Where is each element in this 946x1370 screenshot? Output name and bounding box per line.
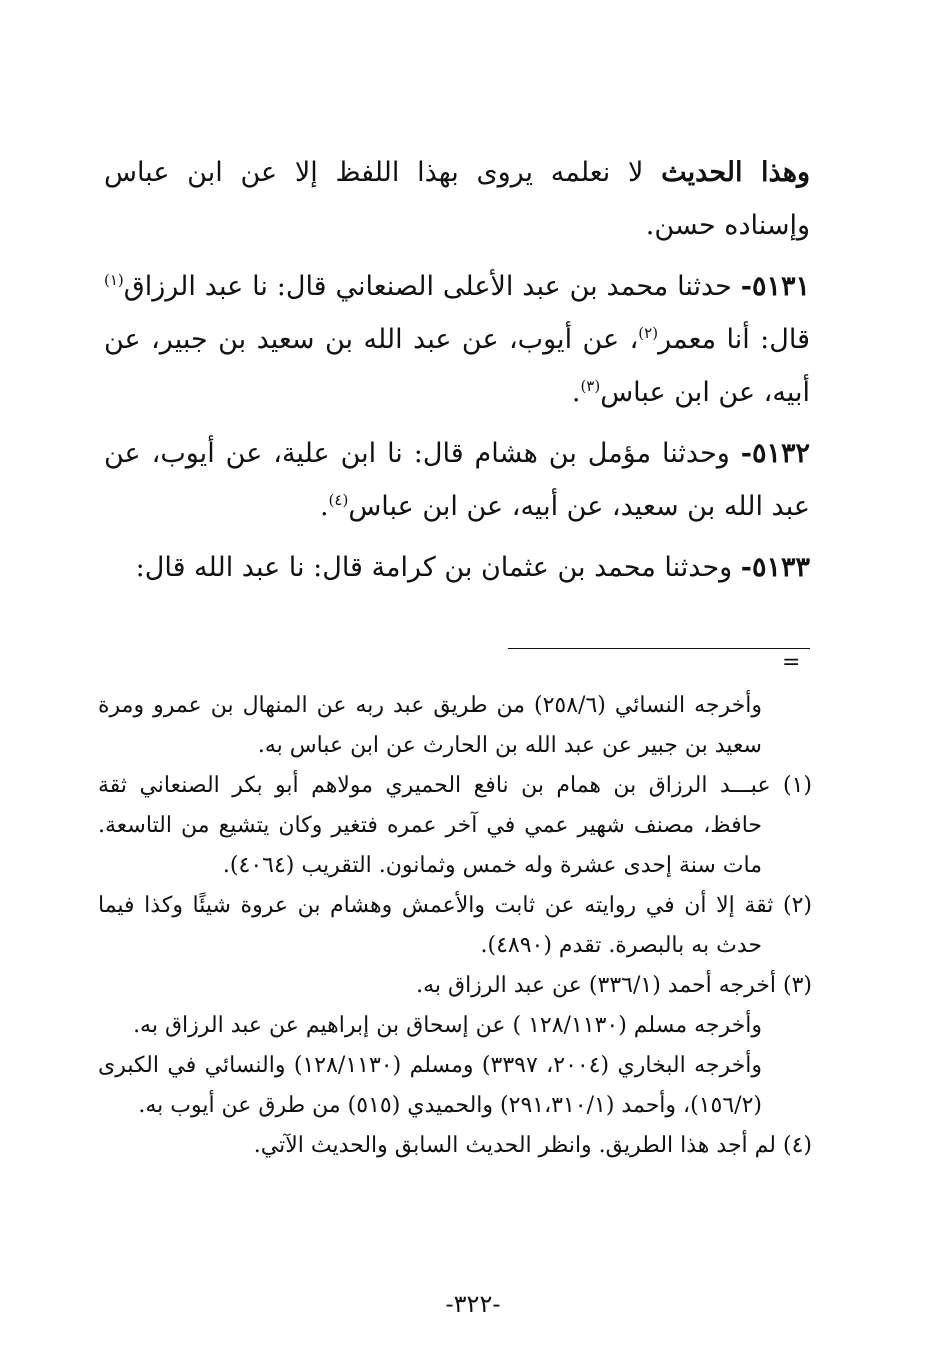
- hadith-text: وحدثنا مؤمل بن هشام قال: نا ابن علية، عن أيوب، عن عبد الله بن سعيد، عن أبيه، عن ابن عباس: [104, 438, 810, 522]
- footnote-continuation: وأخرجه النسائي (٢٥٨/٦) من طريق عبد ربه عن المنهال بن عمرو ومرة سعيد بن جبير عن عبد الله بن الحارث عن ابن عباس به.: [98, 693, 762, 758]
- footnote-4: (٤) لم أجد هذا الطريق. وانظر الحديث السابق والحديث الآتي.: [253, 1133, 812, 1158]
- footnote-3: (٣) أخرجه أحمد (٣٣٦/١) عن عبد الرزاق به.: [416, 973, 812, 998]
- footnote-ref-3[interactable]: (٣): [580, 377, 601, 395]
- hadith-number: ٥١٣٣-: [740, 552, 810, 583]
- continuation-mark: =: [782, 650, 801, 675]
- footnote-divider: [508, 648, 810, 649]
- hadith-text: ، عن أيوب، عن عبد الله بن سعيد بن جبير، عن أبيه، عن ابن عباس: [104, 324, 810, 408]
- hadith-5131: [104, 260, 810, 419]
- page-number: -٣٢٢-: [445, 1290, 501, 1318]
- hadith-text: قال: أنا معمر: [658, 324, 811, 355]
- hadith-5132: [104, 427, 810, 533]
- hadith-text: وحدثنا محمد بن عثمان بن كرامة قال: نا عبد الله قال:: [135, 552, 741, 583]
- bold-phrase: وهذا الحديث: [661, 157, 810, 188]
- hadith-number: ٥١٣٢-: [740, 438, 810, 469]
- hadith-text: .: [319, 491, 329, 522]
- footnote-ref-4[interactable]: (٤): [328, 491, 349, 509]
- hadith-text: .: [571, 377, 581, 408]
- footnotes: [98, 686, 812, 1166]
- footnote-1: (١) عبـــد الرزاق بن همام بن نافع الحميري مولاهم أبو بكر الصنعاني ثقة حافظ، مصنف شهير عمي في آخر عمره فتغير وكان يتشيع من التاسعة. مات سنة إحدى عشرة وله خمس وثمانون. التقريب (٤٠٦٤).: [98, 773, 812, 878]
- footnote-ref-2[interactable]: (٢): [638, 324, 659, 342]
- intro-text: لا نعلمه يروى بهذا اللفظ إلا عن ابن عباس وإسناده حسن.: [104, 157, 810, 241]
- hadith-5133: [104, 541, 810, 594]
- main-text: [104, 146, 810, 594]
- hadith-number: ٥١٣١-: [740, 271, 810, 302]
- paragraph-intro: [104, 146, 810, 252]
- hadith-text: حدثنا محمد بن عبد الأعلى الصنعاني قال: نا عبد الرزاق: [123, 271, 741, 302]
- footnote-ref-1[interactable]: (١): [104, 271, 124, 289]
- footnote-3-continued: وأخرجه مسلم (١٢٨/١١٣٠ ) عن إسحاق بن إبراهيم عن عبد الرزاق به.: [133, 1013, 762, 1038]
- footnote-3-continued-2: وأخرجه البخاري (٢٠٠٤، ٣٣٩٧) ومسلم (١٢٨/١١٣٠) والنسائي في الكبرى (١٥٦/٢)، وأحمد (٢٩١،٣١٠/١) والحميدي (٥١٥) من طرق عن أيوب به.: [98, 1053, 762, 1118]
- footnote-2: (٢) ثقة إلا أن في روايته عن ثابت والأعمش وهشام بن عروة شيئًا وكذا فيما حدث به بالبصرة. تقدم (٤٨٩٠).: [98, 893, 812, 958]
